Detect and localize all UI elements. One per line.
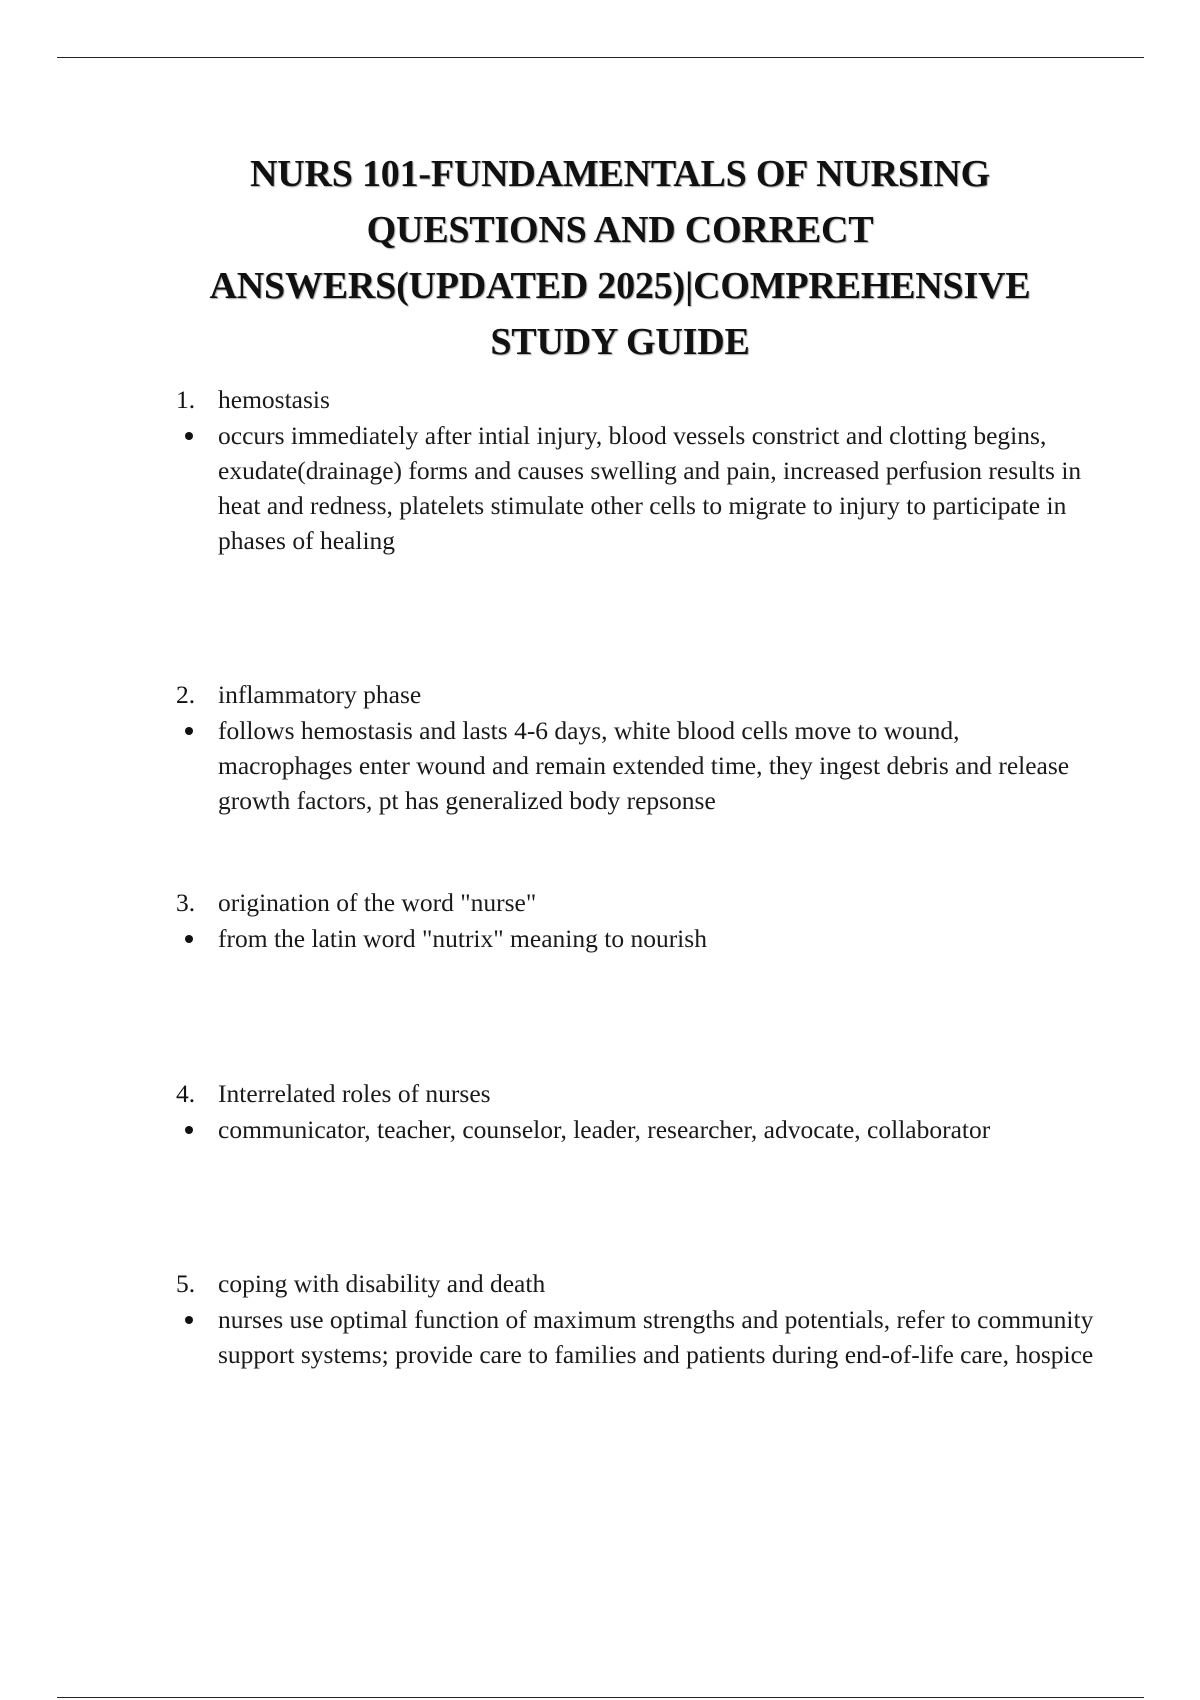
bullet-icon <box>176 1112 218 1147</box>
question-row <box>176 677 1096 712</box>
item-number: 3. <box>176 888 196 917</box>
answer-row <box>176 1302 1096 1372</box>
answer-text: nurses use optimal function of maximum strengths and potentials, refer to community support systems; provide care to families and patients during end-of-life care, hospice <box>218 1305 1094 1369</box>
answer-row <box>176 921 1096 956</box>
qa-item-3 <box>176 885 1096 956</box>
title-line-3: ANSWERS(UPDATED 2025)|COMPREHENSIVE <box>209 265 1031 307</box>
question-text: coping with disability and death <box>218 1269 546 1298</box>
top-rule <box>57 57 1144 58</box>
question-row <box>176 382 1096 417</box>
item-number: 2. <box>176 680 196 709</box>
answer-row <box>176 713 1096 818</box>
document-title <box>140 146 1100 370</box>
answer-text: follows hemostasis and lasts 4-6 days, white blood cells move to wound, macrophages enter wound and remain extended time, they ingest debris and release growth factors, pt has generalized body repsonse <box>218 716 1070 815</box>
question-text: origination of the word "nurse" <box>218 888 537 917</box>
item-number: 1. <box>176 385 196 414</box>
answer-row <box>176 418 1096 558</box>
question-text: inflammatory phase <box>218 680 422 709</box>
answer-text: occurs immediately after intial injury, blood vessels constrict and clotting begins, exudate(drainage) forms and causes swelling and pain, increased perfusion results in heat and redness, platelets stimulate other cells to migrate to injury to participate in phases of healing <box>218 421 1082 555</box>
title-line-2: QUESTIONS AND CORRECT <box>366 209 874 251</box>
qa-item-5 <box>176 1266 1096 1372</box>
bullet-icon <box>176 921 218 956</box>
qa-item-1 <box>176 382 1096 558</box>
question-text: Interrelated roles of nurses <box>218 1079 491 1108</box>
bullet-icon <box>176 1302 218 1337</box>
title-line-1: NURS 101-FUNDAMENTALS OF NURSING <box>250 153 990 195</box>
answer-text: from the latin word "nutrix" meaning to nourish <box>218 924 707 953</box>
answer-row <box>176 1112 1096 1147</box>
qa-item-4 <box>176 1076 1096 1147</box>
item-number: 4. <box>176 1079 196 1108</box>
question-text: hemostasis <box>218 385 330 414</box>
bullet-icon <box>176 418 218 453</box>
question-row <box>176 1076 1096 1111</box>
qa-item-2 <box>176 677 1096 818</box>
bottom-rule <box>57 1697 1144 1698</box>
title-line-4: STUDY GUIDE <box>490 321 750 363</box>
bullet-icon <box>176 713 218 748</box>
answer-text: communicator, teacher, counselor, leader, researcher, advocate, collaborator <box>218 1115 991 1144</box>
question-row <box>176 1266 1096 1301</box>
question-row <box>176 885 1096 920</box>
item-number: 5. <box>176 1269 196 1298</box>
